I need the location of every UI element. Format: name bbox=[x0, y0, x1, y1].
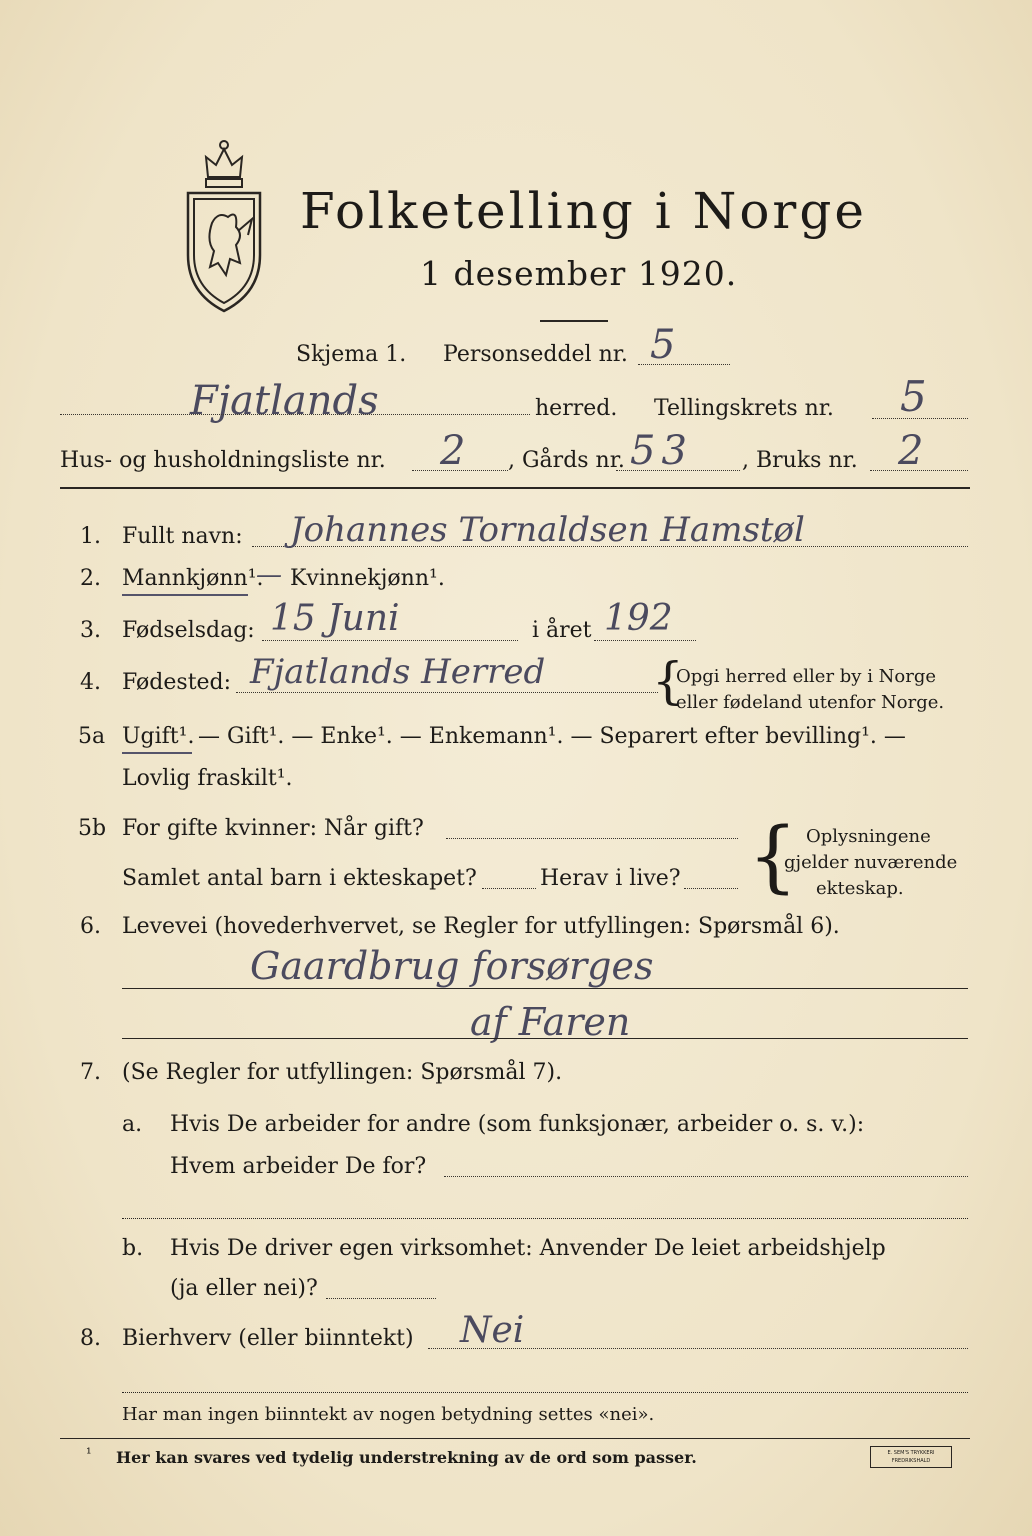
coat-of-arms-icon bbox=[178, 135, 270, 315]
q3-number: 3. bbox=[80, 618, 101, 643]
header-rule bbox=[60, 487, 970, 489]
q5b-label2: Samlet antal barn i ekteskapet? bbox=[122, 866, 477, 891]
q7a-line2: Hvem arbeider De for? bbox=[170, 1154, 427, 1179]
q5b-note-line1: Oplysningene bbox=[806, 826, 931, 847]
q8-number: 8. bbox=[80, 1326, 101, 1351]
husholdningsliste-label: Hus- og husholdningsliste nr. bbox=[60, 448, 386, 473]
form-title: Folketelling i Norge bbox=[300, 182, 867, 240]
q7a-line1: Hvis De arbeider for andre (som funksjonær, arbeider o. s. v.): bbox=[170, 1112, 865, 1137]
q7b-line2: (ja eller nei)? bbox=[170, 1276, 318, 1301]
q5b-number: 5b bbox=[78, 816, 107, 841]
q6-field-line1 bbox=[122, 988, 968, 989]
q2-kvinnekjonn: Kvinnekjønn¹. bbox=[290, 566, 445, 591]
personseddel-value[interactable]: 5 bbox=[650, 322, 676, 368]
q5a-ugift: Ugift¹. bbox=[122, 724, 195, 749]
q5b-label1: For gifte kvinner: Når gift? bbox=[122, 816, 424, 841]
gards-label: , Gårds nr. bbox=[508, 448, 625, 473]
q2-handwritten-dash: — bbox=[256, 560, 282, 590]
q4-number: 4. bbox=[80, 670, 101, 695]
bottom-note: Har man ingen biinntekt av nogen betydning settes «nei». bbox=[122, 1404, 655, 1425]
q6-field-line2 bbox=[122, 1038, 968, 1039]
q3-year-label: i året bbox=[532, 618, 592, 643]
q6-number: 6. bbox=[80, 914, 101, 939]
q5b-alive-field-line bbox=[684, 888, 738, 889]
title-divider bbox=[540, 320, 608, 322]
q5b-note-line2: gjelder nuværende bbox=[784, 852, 958, 873]
q4-field-line bbox=[236, 692, 658, 693]
q4-note-brace: { bbox=[652, 652, 684, 710]
q2-mannkjonn: Mannkjønn¹. bbox=[122, 566, 264, 591]
q5a-options: — Gift¹. — Enke¹. — Enkemann¹. — Separert efter bevilling¹. — bbox=[198, 724, 906, 749]
q3-label: Fødselsdag: bbox=[122, 618, 255, 643]
q6-label: Levevei (hovederhvervet, se Regler for utfyllingen: Spørsmål 6). bbox=[122, 914, 840, 939]
personseddel-label: Personseddel nr. bbox=[443, 342, 628, 367]
footnote: Her kan svares ved tydelig understrekning av de ord som passer. bbox=[116, 1448, 697, 1467]
bruks-label: , Bruks nr. bbox=[742, 448, 858, 473]
gards-value[interactable]: 53 bbox=[630, 428, 693, 474]
q2-mannkjonn-underline bbox=[122, 594, 248, 596]
q7-label: (Se Regler for utfyllingen: Spørsmål 7). bbox=[122, 1060, 563, 1085]
q5b-children-field-line bbox=[482, 888, 536, 889]
printer-stamp bbox=[870, 1446, 952, 1468]
husholdningsliste-value[interactable]: 2 bbox=[440, 428, 466, 474]
herred-label: herred. bbox=[535, 396, 618, 421]
q4-label: Fødested: bbox=[122, 670, 232, 695]
q1-full-name-value[interactable]: Johannes Tornaldsen Hamstøl bbox=[290, 510, 805, 550]
q6-occupation-value2[interactable]: af Faren bbox=[470, 1000, 631, 1044]
q7b-line1: Hvis De driver egen virksomhet: Anvender De leiet arbeidshjelp bbox=[170, 1236, 886, 1261]
q5a-line2: Lovlig fraskilt¹. bbox=[122, 766, 293, 791]
schema-label: Skjema 1. bbox=[296, 342, 407, 367]
q3-birthday-value[interactable]: 15 Juni bbox=[270, 598, 400, 639]
q5b-note-line3: ekteskap. bbox=[816, 878, 904, 899]
q3-field-line bbox=[262, 640, 518, 641]
herred-field-line bbox=[60, 414, 530, 415]
printer-stamp-text: E. SEM'S TRYKKERI FREDRIKSHALD bbox=[887, 1450, 935, 1464]
q5b-married-field-line bbox=[446, 838, 738, 839]
q7-number: 7. bbox=[80, 1060, 101, 1085]
q2-number: 2. bbox=[80, 566, 101, 591]
q1-number: 1. bbox=[80, 524, 101, 549]
q5b-note-brace: { bbox=[748, 812, 798, 902]
q7a-field-line bbox=[444, 1176, 968, 1177]
q5b-label3: Herav i live? bbox=[540, 866, 681, 891]
bruks-value[interactable]: 2 bbox=[898, 428, 924, 474]
tellingskrets-value[interactable]: 5 bbox=[900, 372, 927, 421]
footnote-mark: ¹ bbox=[86, 1446, 92, 1462]
q8-side-income-value[interactable]: Nei bbox=[460, 1310, 525, 1351]
q6-occupation-value1[interactable]: Gaardbrug forsørges bbox=[250, 944, 654, 988]
q7a-field-line2 bbox=[122, 1218, 968, 1219]
q4-birthplace-value[interactable]: Fjatlands Herred bbox=[250, 652, 546, 692]
tellingskrets-label: Tellingskrets nr. bbox=[654, 396, 834, 421]
q5a-number: 5a bbox=[78, 724, 106, 749]
q8-field-line2 bbox=[122, 1392, 968, 1393]
q8-label: Bierhverv (eller biinntekt) bbox=[122, 1326, 414, 1351]
q1-label: Fullt navn: bbox=[122, 524, 243, 549]
herred-value[interactable]: Fjatlands bbox=[190, 378, 379, 424]
q4-note-line1: Opgi herred eller by i Norge bbox=[676, 666, 937, 687]
q7b-field-line bbox=[326, 1298, 436, 1299]
q5a-ugift-underline bbox=[122, 752, 192, 754]
q3-year-value[interactable]: 192 bbox=[604, 598, 673, 639]
footnote-rule bbox=[60, 1438, 970, 1439]
q7b-letter: b. bbox=[122, 1236, 144, 1261]
q4-note-line2: eller fødeland utenfor Norge. bbox=[676, 692, 945, 713]
census-date: 1 desember 1920. bbox=[420, 254, 738, 293]
q3-year-field-line bbox=[594, 640, 696, 641]
q7a-letter: a. bbox=[122, 1112, 143, 1137]
